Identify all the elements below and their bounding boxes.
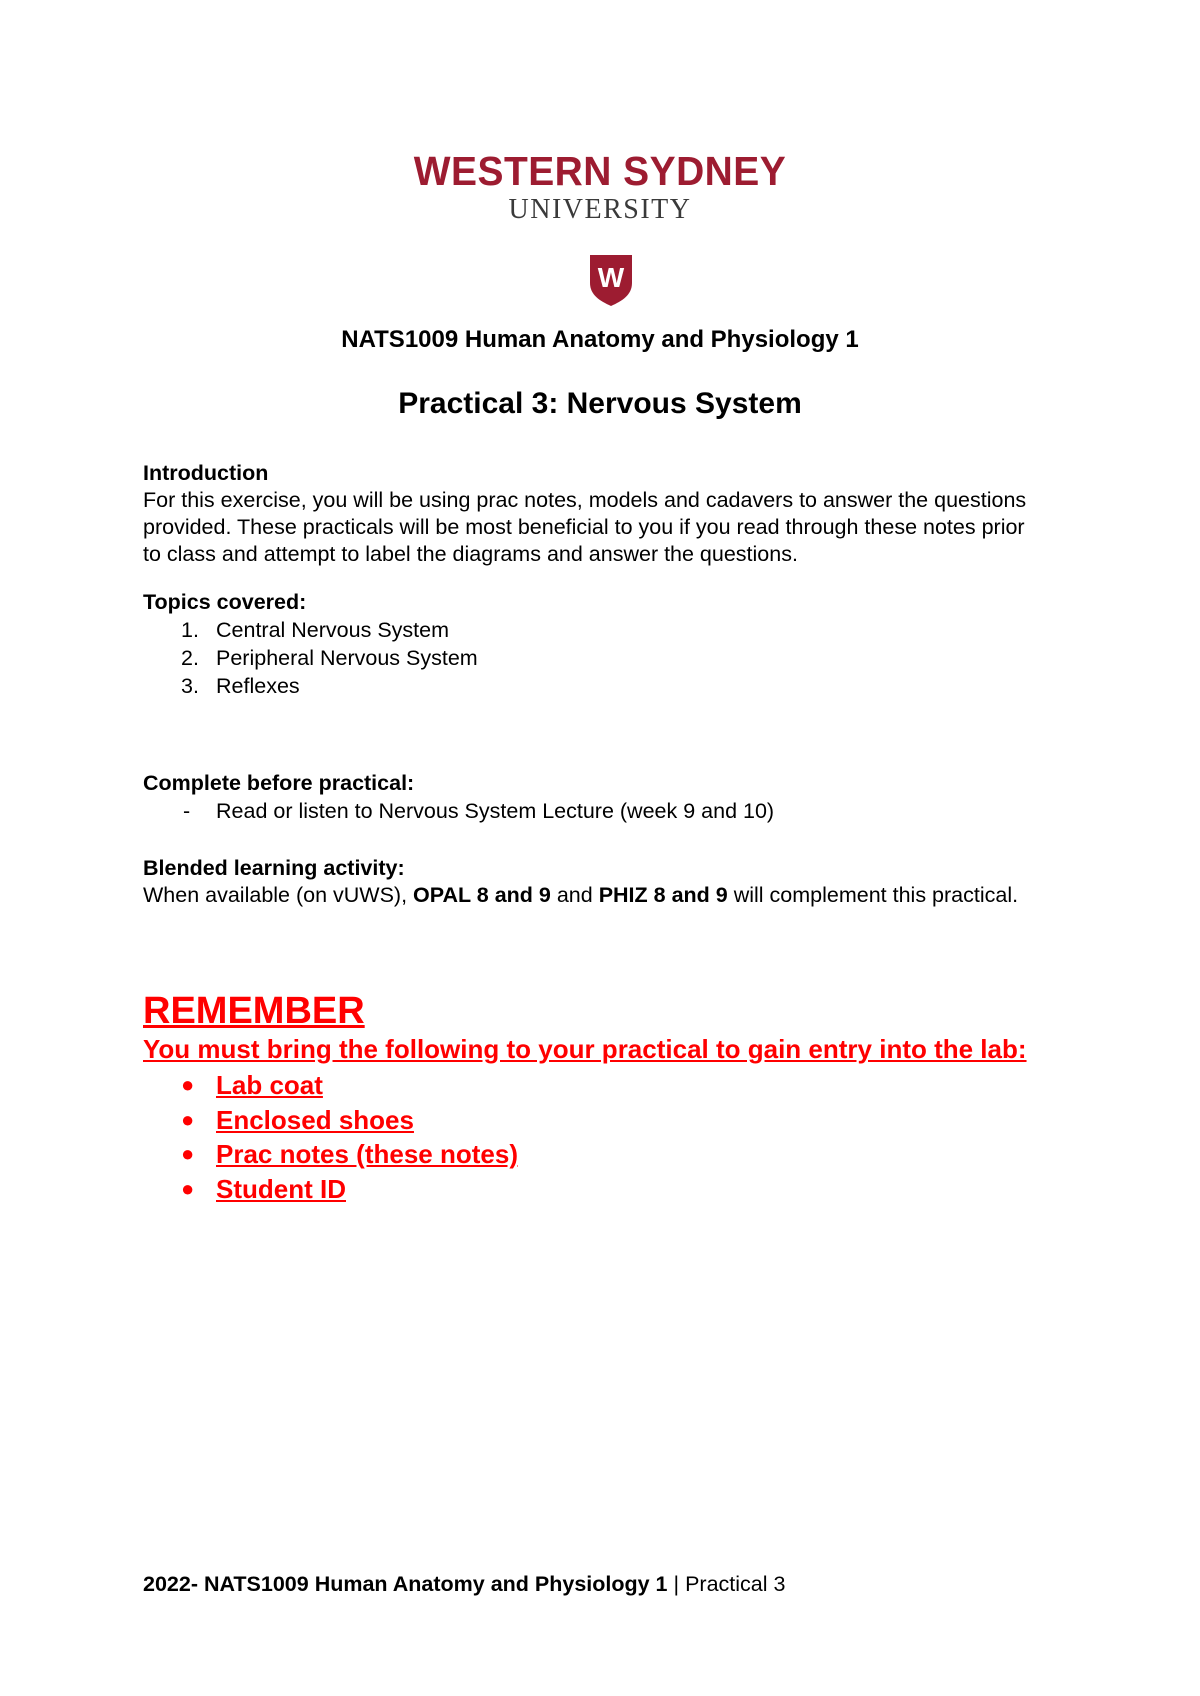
list-item [143, 1103, 518, 1138]
university-logo [0, 148, 1200, 226]
blended-learning-text [143, 882, 1103, 909]
logo-wordmark-line1: WESTERN SYDNEY [413, 148, 787, 194]
introduction-section [143, 460, 1103, 568]
before-practical-heading: Complete before practical: [143, 771, 415, 795]
list-item [143, 1172, 518, 1207]
list-item-label: Prac notes (these notes) [216, 1139, 518, 1169]
bullet-icon: ● [181, 1106, 195, 1132]
list-number: 3. [181, 674, 199, 698]
list-item-label: Peripheral Nervous System [216, 646, 478, 670]
bullet-icon: ● [181, 1072, 195, 1097]
topics-section [143, 589, 1103, 700]
list-item [143, 616, 1103, 644]
before-practical-section [143, 770, 1103, 825]
course-title: NATS1009 Human Anatomy and Physiology 1 [341, 326, 859, 353]
crest-letter: W [597, 262, 625, 293]
list-dash: - [183, 799, 191, 823]
list-number: 2. [181, 646, 199, 670]
blended-text-part: and [550, 883, 599, 907]
practical-title: Practical 3: Nervous System [398, 387, 802, 420]
list-item [143, 1068, 518, 1103]
bring-items-list [143, 1068, 518, 1206]
blended-learning-heading: Blended learning activity: [143, 856, 405, 880]
list-item-label: Lab coat [216, 1070, 323, 1100]
logo-wordmark-line2: UNIVERSITY [508, 194, 692, 225]
list-item-label: Enclosed shoes [216, 1104, 414, 1135]
list-item-label: Student ID [216, 1173, 346, 1204]
phiz-label: PHIZ 8 and 9 [598, 883, 728, 907]
list-item-label: Central Nervous System [216, 618, 449, 642]
list-item-label: Read or listen to Nervous System Lecture (week 9 and 10) [216, 799, 775, 823]
blended-learning-section [143, 855, 1103, 909]
footer-course: 2022- NATS1009 Human Anatomy and Physiology 1 [143, 1572, 668, 1596]
blended-text-part: will complement this practical. [727, 883, 1019, 907]
introduction-heading: Introduction [143, 461, 269, 485]
footer-separator: | [667, 1572, 686, 1596]
opal-label: OPAL 8 and 9 [413, 883, 551, 907]
list-item [143, 644, 1103, 672]
bullet-icon: ● [181, 1175, 195, 1201]
blended-text-part: When available (on vUWS), [143, 883, 414, 907]
page-footer [143, 1572, 785, 1597]
before-practical-list [143, 797, 1103, 825]
list-item [143, 672, 1103, 700]
list-item-label: Reflexes [216, 674, 300, 698]
remember-heading: REMEMBER [143, 990, 365, 1032]
topics-heading: Topics covered: [143, 590, 307, 614]
list-number: 1. [181, 618, 199, 642]
remember-subheading: You must bring the following to your practical to gain entry into the lab: [143, 1034, 1027, 1064]
introduction-line-3: to class and attempt to label the diagrams and answer the questions. [143, 542, 798, 566]
list-item [143, 797, 1103, 825]
introduction-line-2: provided. These practicals will be most beneficial to you if you read through these notes prior [143, 515, 1025, 539]
crest-icon [588, 253, 634, 307]
list-item [143, 1137, 518, 1172]
bullet-icon: ● [181, 1141, 195, 1166]
footer-practical: Practical 3 [685, 1572, 786, 1596]
introduction-line-1: For this exercise, you will be using prac notes, models and cadavers to answer the questions [143, 488, 1027, 512]
topics-list [143, 616, 1103, 700]
